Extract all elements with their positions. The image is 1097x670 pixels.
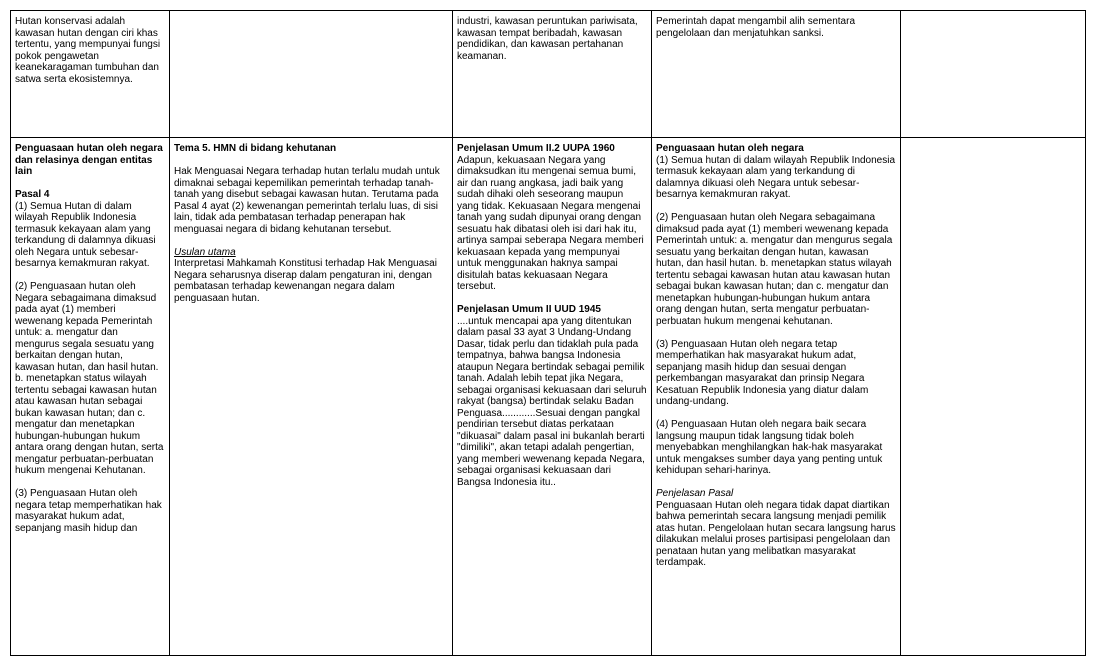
section-heading: Tema 5. HMN di bidang kehutanan [174, 143, 337, 154]
paragraph: ....untuk mencapai apa yang ditentukan dalam pasal 33 ayat 3 Undang-Undang Dasar, tidak perlu dan tidaklah pula pada tempatnya, bahwa bangsa Indonesia ataupun Negara bertindak sebagai pemilik tanah. Adalah lebih tepat jika Negara, sebagai organisasi kekuasaan dari seluruh rakyat (bangsa) bertindak selaku Badan Penguasa............Sesuai dengan pangkal pendirian tersebut diatas perkataan "dikuasai" dalam pasal ini bukanlah berarti "dimiliki", akan tetapi adalah pengertian, yang memberi wewenang kepada Negara, sebagai organisasi kekuasaan dari Bangsa Indonesia itu.. [457, 315, 647, 488]
penjelasan-label: Penjelasan Pasal [656, 488, 734, 499]
cell-row2-col4 [652, 138, 901, 656]
section-heading: Penjelasan Umum II UUD 1945 [457, 304, 601, 315]
cell-row2-col1 [11, 138, 170, 656]
paragraph: Interpretasi Mahkamah Konstitusi terhadap Hak Menguasai Negara seharusnya diserap dalam pengaturan ini, dengan pembatasan terhadap kewenangan negara dalam penguasaan hutan. [174, 258, 437, 304]
pasal-heading: Pasal 4 [15, 189, 50, 200]
paragraph: (3) Penguasaan Hutan oleh negara tetap memperhatikan hak masyarakat hukum adat, sepanjang masih hidup dan [15, 488, 162, 534]
cell-row2-col2 [170, 138, 453, 656]
cell-row1-col1 [11, 11, 170, 138]
cell-row2-col5 [901, 138, 1086, 656]
usulan-label: Usulan utama [174, 246, 236, 258]
paragraph: Adapun, kekuasaan Negara yang dimaksudkan itu mengenai semua bumi, air dan ruang angkasa, jadi baik yang sudah dihaki oleh seseorang maupun yang tidak. Kekuasaan Negara mengenai tanah yang sudah dipunyai orang dengan sesuatu hak dibatasi oleh isi dari hak itu, artinya sampai seberapa Negara memberi kekuasaan kepada yang mempunyai untuk menggunakan haknya sampai disitulah batas kekuasaan Negara tersebut. [457, 154, 644, 292]
paragraph: Penguasaan Hutan oleh negara tidak dapat diartikan bahwa pemerintah secara langsung menjadi pemilik atas hutan. Pengelolaan hutan secara langsung harus dilakukan melalui proses partisipasi pengelolaan dan penataan hutan yang melibatkan masyarakat terdampak. [656, 499, 896, 568]
paragraph: (2) Penguasaan hutan oleh Negara sebagaimana dimaksud pada ayat (1) memberi wewenang kepada Pemerintah untuk: a. mengatur dan mengurus segala sesuatu yang berkaitan dengan hutan, kawasan hutan, dan hasil hutan. b. menetapkan status wilayah tertentu sebagai kawasan hutan atau kawasan hutan sebagai bukan kawasan hutan; dan c. mengatur dan menetapkan hubungan-hubungan hukum antara orang dengan hutan, serta mengatur perbuatan-perbuatan hukum mengenai kehutanan. [656, 212, 893, 327]
cell-text: Pemerintah dapat mengambil alih sementara pengelolaan dan menjatuhkan sanksi. [656, 16, 855, 39]
section-heading: Penjelasan Umum II.2 UUPA 1960 [457, 143, 615, 154]
cell-row1-col3 [453, 11, 652, 138]
cell-row2-col3 [453, 138, 652, 656]
cell-row1-col5 [901, 11, 1086, 138]
table-row [11, 11, 1086, 138]
paragraph: (1) Semua Hutan di dalam wilayah Republik Indonesia termasuk kekayaan alam yang terkandung di dalamnya dikuasi oleh Negara untuk sebesar-besarnya kemakmuran rakyat. [15, 200, 156, 269]
document-table [10, 10, 1086, 656]
paragraph: (2) Penguasaan hutan oleh Negara sebagaimana dimaksud pada ayat (1) memberi wewenang kepada Pemerintah untuk: a. mengatur dan mengurus segala sesuatu yang berkaitan dengan hutan, kawasan hutan, dan hasil hutan. b. menetapkan status wilayah tertentu sebagai kawasan hutan atau kawasan hutan sebagai bukan kawasan hutan; dan c. mengatur dan menetapkan hubungan-hubungan hukum antara orang dengan hutan, serta mengatur perbuatan-perbuatan hukum mengenai Kehutanan. [15, 281, 164, 476]
paragraph: (1) Semua hutan di dalam wilayah Republik Indonesia termasuk kekayaan alam yang terkandung di dalamnya dikuasi oleh Negara untuk sebesar-besarnya kemakmuran rakyat. [656, 154, 896, 200]
paragraph: (3) Penguasaan Hutan oleh negara tetap memperhatikan hak masyarakat hukum adat, sepanjang masih hidup dan sesuai dengan perkembangan masyarakat dan prinsip Negara Kesatuan Republik Indonesia yang diatur dalam undang-undang. [656, 338, 869, 407]
paragraph: Hak Menguasai Negara terhadap hutan terlalu mudah untuk dimaknai sebagai kepemilikan pemerintah terhadap tanah-tanah yang disebut sebagai kawasan hutan. Terutama pada Pasal 4 ayat (2) kewenangan pemerintah terlalu luas, di sisi lain, tidak ada pembatasan terhadap penerapan hak menguasai negara di bidang kehutanan tersebut. [174, 166, 440, 235]
cell-text: industri, kawasan peruntukan pariwisata, kawasan tempat beribadah, kawasan pendidikan, dan kawasan pertahanan keamanan. [457, 16, 638, 62]
section-heading: Penguasaan hutan oleh negara [656, 143, 804, 154]
paragraph: (4) Penguasaan Hutan oleh negara baik secara langsung maupun tidak langsung tidak boleh menyebabkan menghilangkan hak-hak masyarakat untuk mengakses sumber daya yang penting untuk kehidupan sehari-harinya. [656, 419, 883, 476]
section-heading: Penguasaan hutan oleh negara dan relasinya dengan entitas lain [15, 143, 163, 177]
cell-row1-col2 [170, 11, 453, 138]
table-row [11, 138, 1086, 656]
cell-text: Hutan konservasi adalah kawasan hutan dengan ciri khas tertentu, yang mempunyai fungsi pokok pengawetan keanekaragaman tumbuhan dan satwa serta ekosistemnya. [15, 16, 161, 85]
cell-row1-col4 [652, 11, 901, 138]
